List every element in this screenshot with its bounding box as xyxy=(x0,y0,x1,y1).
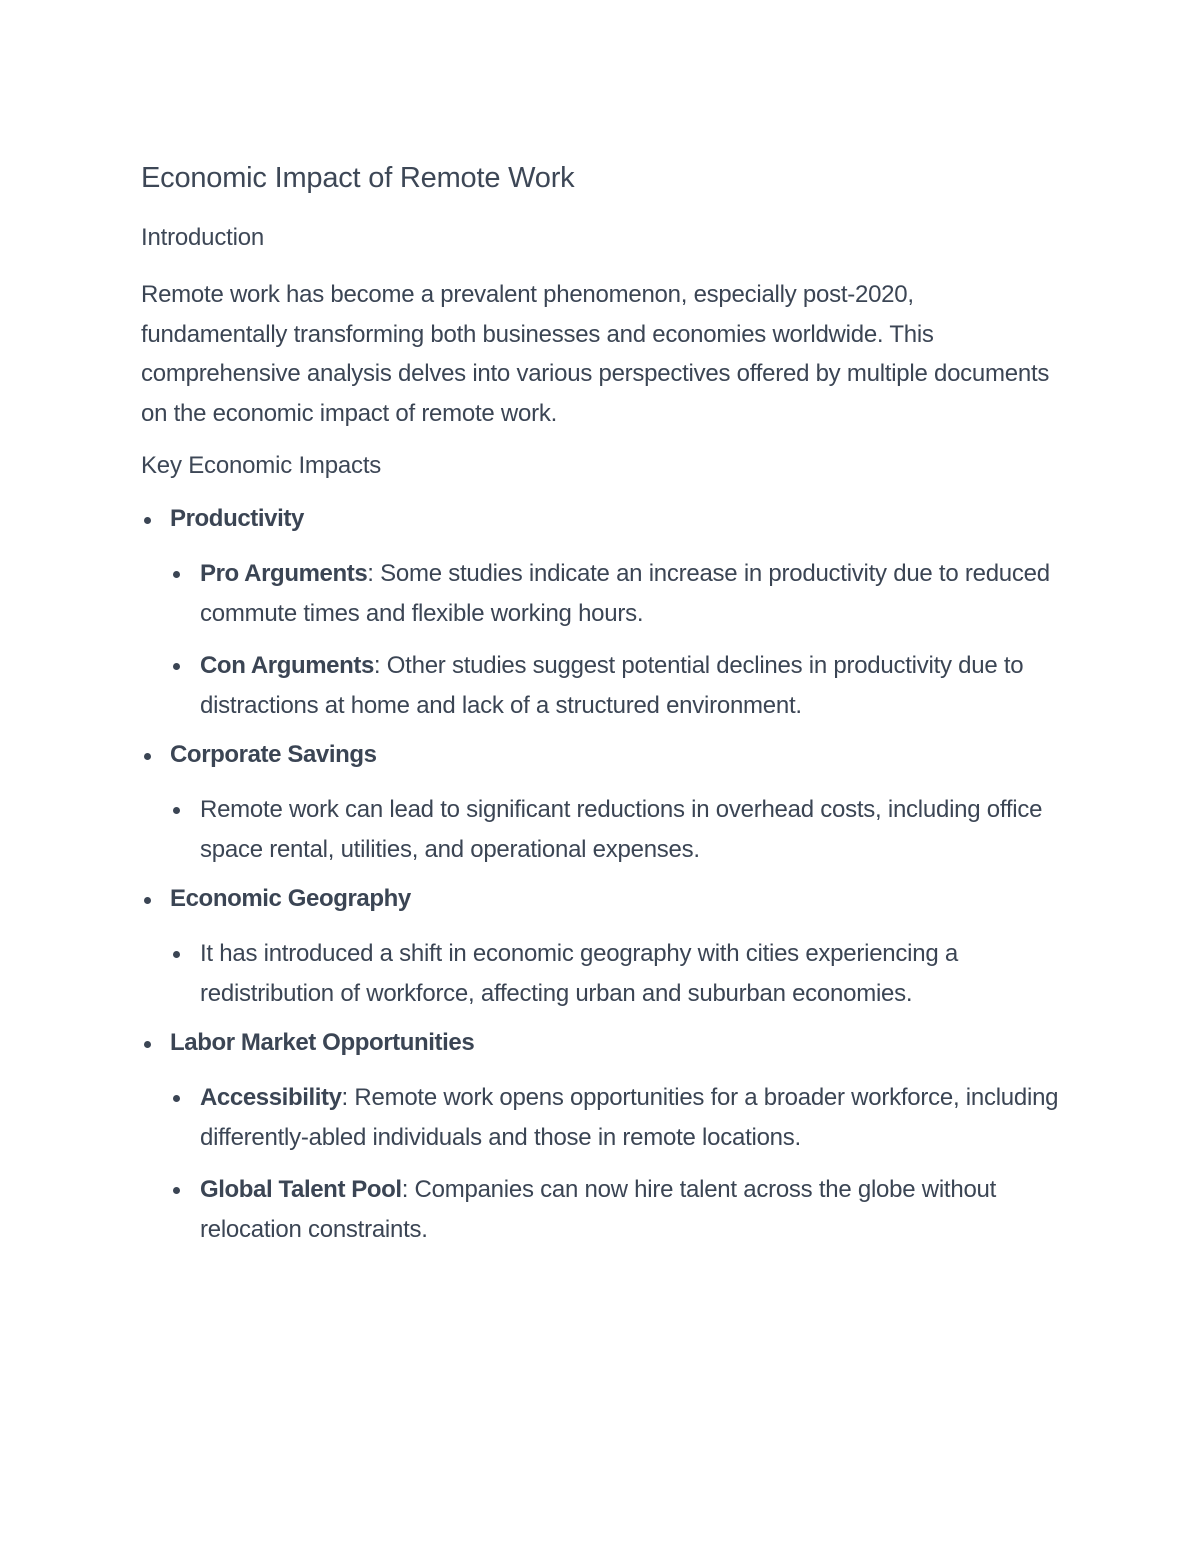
bullet-icon xyxy=(173,663,180,670)
document-title: Economic Impact of Remote Work xyxy=(141,162,575,194)
subitem-text: It has introduced a shift in economic geography with cities experiencing a redistribution of workforce, affecting urban and suburban economies. xyxy=(200,940,958,1007)
subitem-text: Companies can now hire talent across the globe without relocation constraints. xyxy=(200,1176,997,1243)
impact-item-productivity xyxy=(141,502,1061,725)
subitem-text: Other studies suggest potential declines in productivity due to distractions at home and lack of a structured environment. xyxy=(200,652,1024,719)
list-item xyxy=(170,1170,1061,1249)
introduction-heading: Introduction xyxy=(141,224,265,251)
subitem-label: Pro Arguments xyxy=(200,560,368,587)
impact-label: Productivity xyxy=(170,505,304,532)
list-item xyxy=(170,1078,1061,1157)
subitem-text: Remote work opens opportunities for a broader workforce, including differently-abled individuals and those in remote locations. xyxy=(200,1084,1059,1151)
economic-geography-sublist xyxy=(170,934,1061,1013)
bullet-icon xyxy=(173,1187,180,1194)
subitem-separator: : xyxy=(341,1084,355,1111)
introduction-paragraph: Remote work has become a prevalent phenomenon, especially post-2020, fundamentally transforming both businesses and economies worldwide. This comprehensive analysis delves into various perspectives offered by multiple documents on the economic impact of remote work. xyxy=(141,281,1050,427)
impact-item-labor-market-opportunities xyxy=(141,1026,1061,1249)
subitem-separator: : xyxy=(373,652,387,679)
subitem-separator: : xyxy=(401,1176,415,1203)
bullet-icon xyxy=(173,951,180,958)
subitem-text: Some studies indicate an increase in productivity due to reduced commute times and flexible working hours. xyxy=(200,560,1050,627)
list-item xyxy=(170,646,1061,725)
document-page xyxy=(141,158,1061,1262)
subitem-label: Accessibility xyxy=(200,1084,342,1111)
impact-label: Corporate Savings xyxy=(170,741,377,768)
impact-item-economic-geography xyxy=(141,882,1061,1013)
key-impacts-list xyxy=(141,502,1061,1249)
bullet-icon xyxy=(144,1041,151,1048)
impact-label: Labor Market Opportunities xyxy=(170,1029,475,1056)
key-impacts-heading: Key Economic Impacts xyxy=(141,452,382,479)
corporate-savings-sublist xyxy=(170,790,1061,869)
subitem-separator: : xyxy=(367,560,381,587)
list-item xyxy=(170,790,1061,869)
subitem-label: Con Arguments xyxy=(200,652,374,679)
list-item xyxy=(170,554,1061,633)
subitem-text: Remote work can lead to significant reductions in overhead costs, including office space rental, utilities, and operational expenses. xyxy=(200,796,1043,863)
bullet-icon xyxy=(173,571,180,578)
bullet-icon xyxy=(173,807,180,814)
bullet-icon xyxy=(173,1095,180,1102)
impact-label: Economic Geography xyxy=(170,885,411,912)
subitem-label: Global Talent Pool xyxy=(200,1176,402,1203)
productivity-sublist xyxy=(170,554,1061,725)
list-item xyxy=(170,934,1061,1013)
bullet-icon xyxy=(144,753,151,760)
impact-item-corporate-savings xyxy=(141,738,1061,869)
bullet-icon xyxy=(144,517,151,524)
labor-market-sublist xyxy=(170,1078,1061,1249)
bullet-icon xyxy=(144,897,151,904)
